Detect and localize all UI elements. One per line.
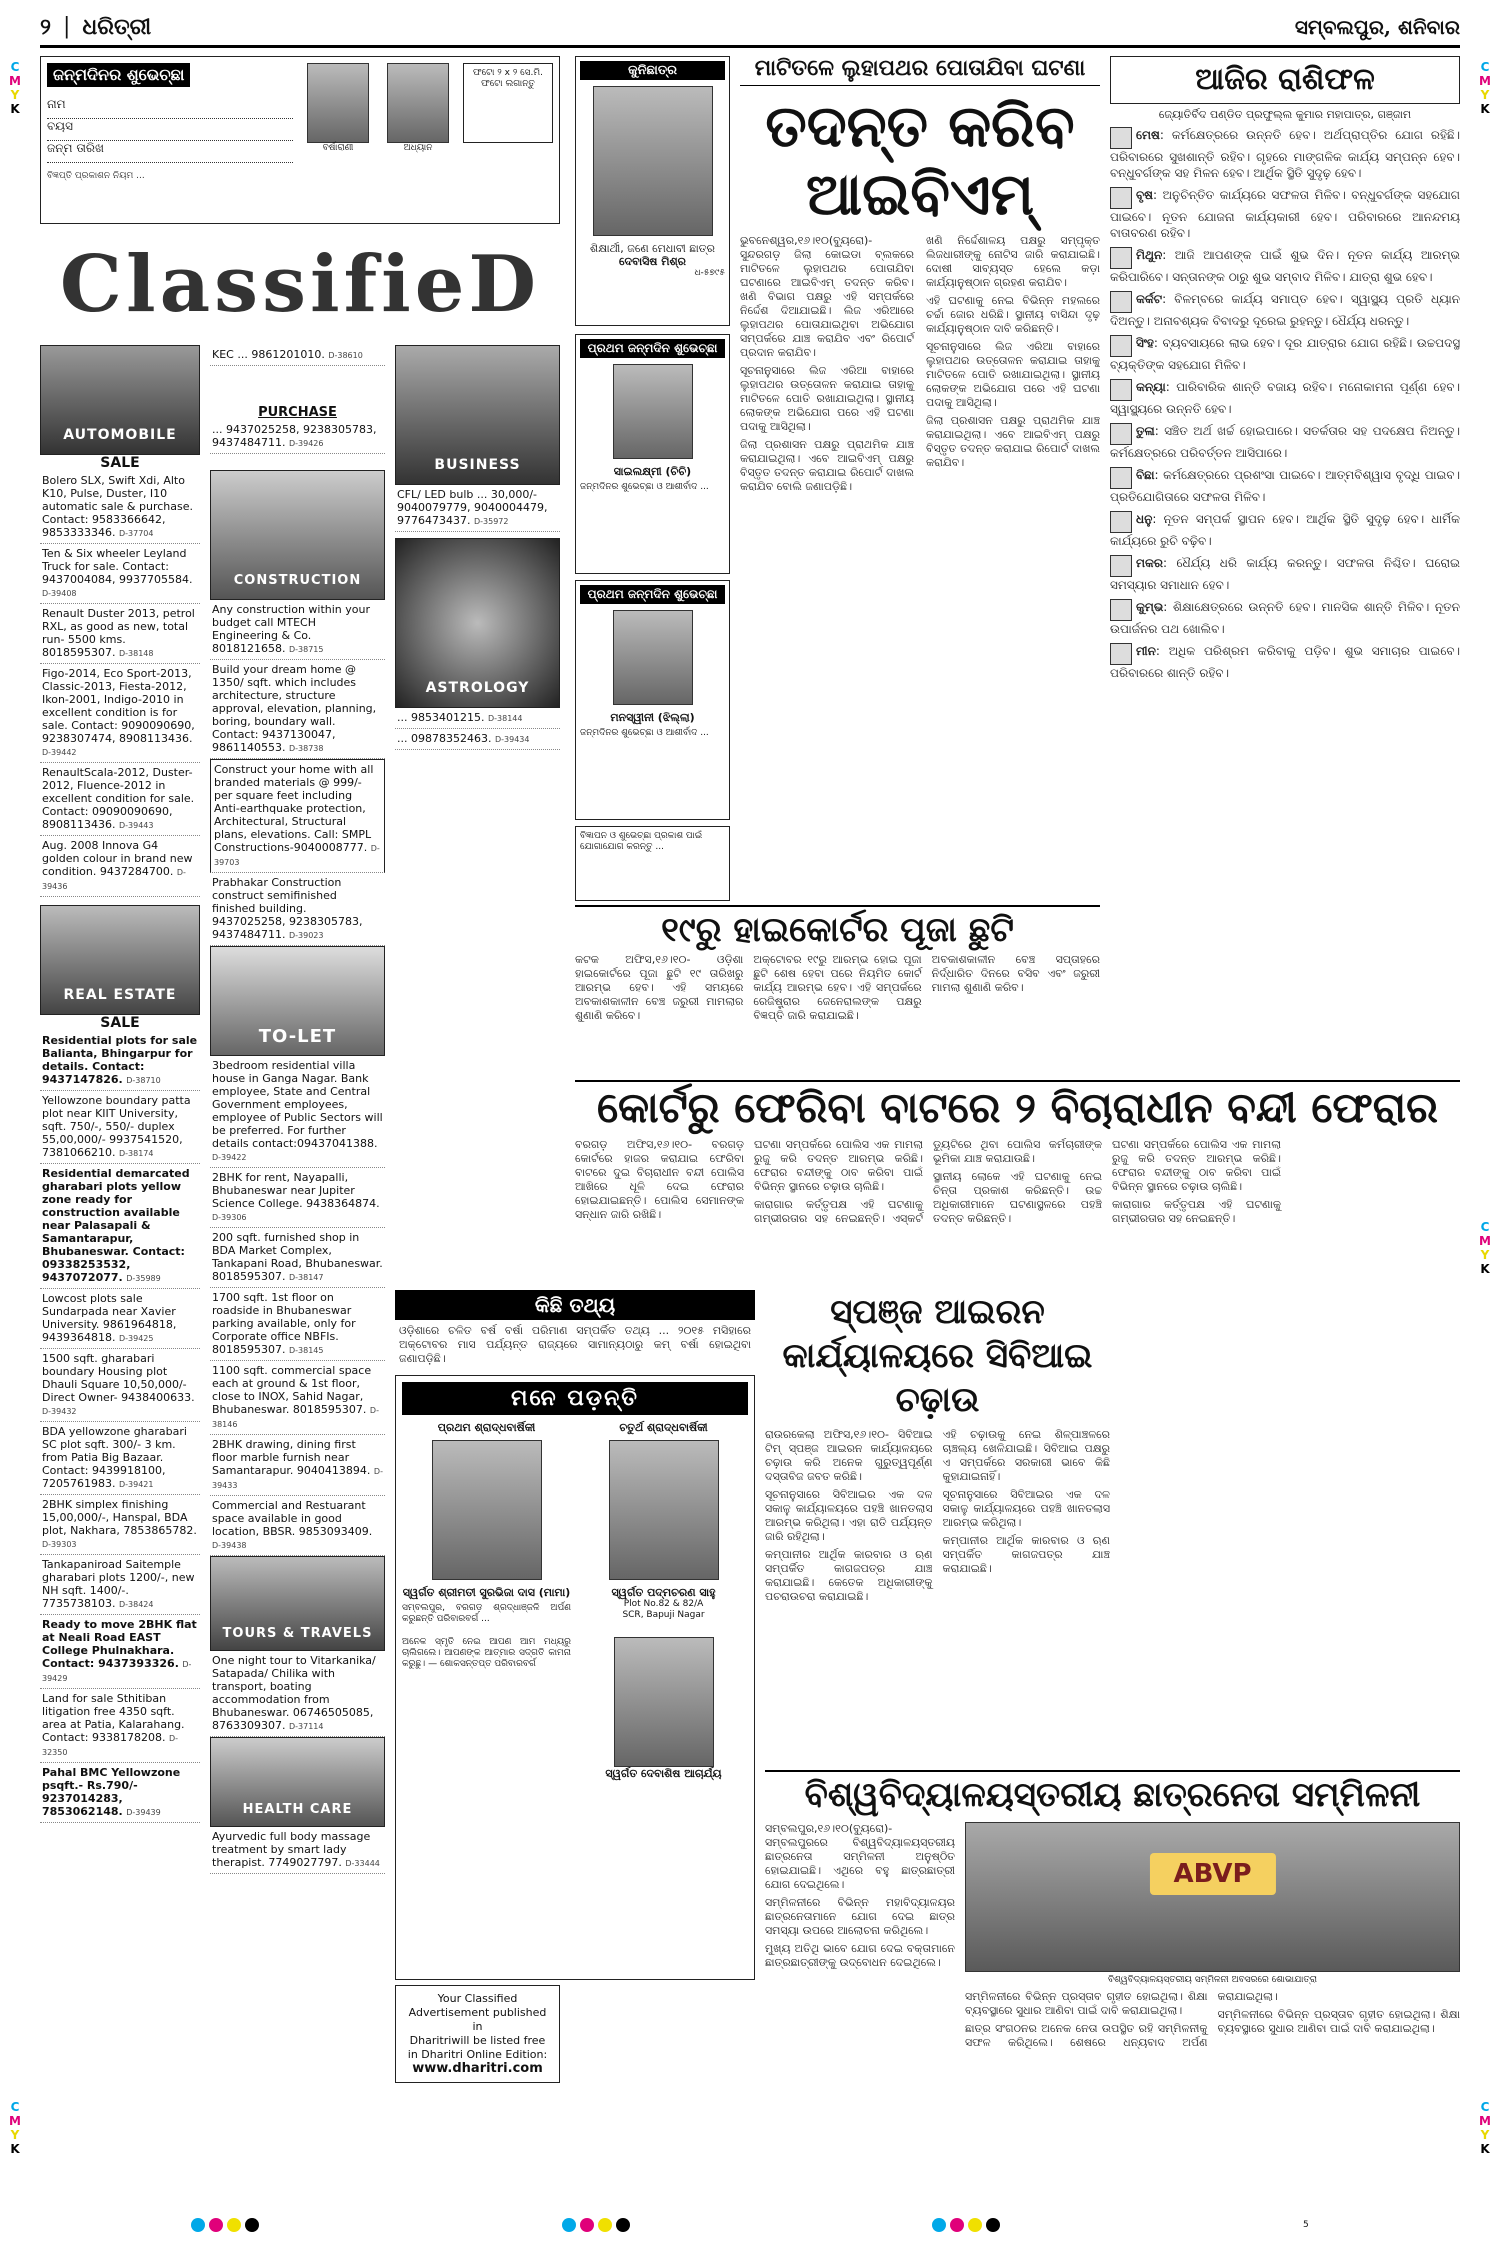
classified-ad: 2BHK for rent, Nayapalli, Bhubaneswar near Jupiter Science College. 9438364874. D-39306 bbox=[210, 1168, 385, 1228]
yellow-dot bbox=[598, 2218, 612, 2232]
story-5-photo-block bbox=[965, 1822, 1460, 2160]
classified-col-2 bbox=[210, 345, 385, 1874]
paper-name: ଧରିତ୍ରୀ bbox=[82, 13, 152, 40]
online-line-4: in Dharitri Online Edition: bbox=[407, 2048, 548, 2061]
construction-ads bbox=[210, 600, 385, 946]
reg-y: Y bbox=[10, 2128, 20, 2142]
cyan-dot bbox=[191, 2218, 205, 2232]
story-2-headline: ୧୯ରୁ ହାଇକୋର୍ଟର ପୂଜା ଛୁଟି bbox=[661, 910, 1014, 950]
astrology-label: ASTROLOGY bbox=[425, 680, 530, 696]
reg-c: C bbox=[1480, 60, 1490, 74]
classified-ad: Ten & Six wheeler Leyland Truck for sale. Contact: 9437004084, 9937705584. D-39408 bbox=[40, 544, 200, 604]
kuti-code: ଧ-୫୭୯୫ bbox=[694, 268, 725, 278]
kuti-box bbox=[575, 56, 730, 326]
classified-ad: Residential plots for sale Balianta, Bhingarpur for details. Contact: 9437147826. D-38710 bbox=[40, 1031, 200, 1091]
story-3-body: ବରଗଡ଼ ଅଫିସ,୧୬।୧୦- ବରଗଡ଼ କୋର୍ଟରେ ହାଜର କରାଯାଇ ଫେରିବା ବାଟରେ ଦୁଇ ବିଚାରାଧୀନ ବନ୍ଦୀ ପୋଲିସ ଆଖିରେ ଧୂଳି ଦେଇ ଫେରାର ହୋଇଯାଇଛନ୍ତି। ପୋଲିସ ସେମାନଙ୍କ ସନ୍ଧାନ ଜାରି ରଖିଛି। ଘଟଣା ସମ୍ପର୍କରେ ପୋଲିସ ଏକ ମାମଲା ରୁଜୁ କରି ତଦନ୍ତ ଆରମ୍ଭ କରିଛି। ଫେରାର ବନ୍ଦୀଙ୍କୁ ଠାବ କରିବା ପାଇଁ ବିଭିନ୍ନ ସ୍ଥାନରେ ଚଢ଼ାଉ ଚାଲିଛି। କାରାଗାର କର୍ତ୍ତୃପକ୍ଷ ଏହି ଘଟଣାକୁ ଗମ୍ଭୀରତାର ସହ ନେଇଛନ୍ତି। ଏସ୍କର୍ଟ ଡ୍ୟୁଟିରେ ଥିବା ପୋଲିସ କର୍ମଚାରୀଙ୍କ ଭୂମିକା ଯାଞ୍ଚ କରାଯାଉଛି। ସ୍ଥାନୀୟ ଲୋକେ ଏହି ଘଟଣାକୁ ନେଇ ଚିନ୍ତା ପ୍ରକାଶ କରିଛନ୍ତି। ଉଚ୍ଚ ଅଧିକାରୀମାନେ ଘଟଣାସ୍ଥଳରେ ପହଞ୍ଚି ତଦନ୍ତ କରିଛନ୍ତି। ଘଟଣା ସମ୍ପର୍କରେ ପୋଲିସ ଏକ ମାମଲା ରୁଜୁ କରି ତଦନ୍ତ ଆରମ୍ଭ କରିଛି। ଫେରାର ବନ୍ଦୀଙ୍କୁ ଠାବ କରିବା ପାଇଁ ବିଭିନ୍ନ ସ୍ଥାନରେ ଚଢ଼ାଉ ଚାଲିଛି। କାରାଗାର କର୍ତ୍ତୃପକ୍ଷ ଏହି ଘଟଣାକୁ ଗମ୍ଭୀରତାର ସହ ନେଇଛନ୍ତି। bbox=[575, 1138, 1281, 1225]
classified-ad: Aug. 2008 Innova G4 golden colour in brand new condition. 9437284700. D-39436 bbox=[40, 836, 200, 897]
real-estate-category bbox=[40, 905, 200, 1015]
taurus-icon bbox=[1110, 187, 1132, 209]
sale-label-1: SALE bbox=[100, 455, 140, 471]
facts-body: ଓଡ଼ିଶାରେ ଚଳିତ ବର୍ଷ ବର୍ଷା ପରିମାଣ ସମ୍ପର୍କିତ ତଥ୍ୟ ... ୨୦୧୫ ମସିହାରେ ଅକ୍ଟୋବର ମାସ ପର୍ଯ୍ୟନ୍ତ ରାଜ୍ୟରେ ସାମାନ୍ୟଠାରୁ କମ୍ ବର୍ଷା ହୋଇଥିବା ଜଣାପଡ଼ିଛି। bbox=[399, 1324, 751, 1365]
classified-ad: Construct your home with all branded materials @ 999/- per square feet including Anti-earthquake protection, Architectural, Structural plans, elevations. Call: SMPL Constructions-9040008777. D-39703 bbox=[210, 759, 385, 873]
color-swatch-group bbox=[191, 2218, 259, 2232]
story-5-headline: ବିଶ୍ୱବିଦ୍ୟାଳୟସ୍ତରୀୟ ଛାତ୍ରନେତା ସମ୍ମିଳନୀ bbox=[804, 1775, 1421, 1815]
gemini-icon bbox=[1110, 247, 1132, 269]
online-edition-box bbox=[395, 1985, 560, 2083]
field-dob-label: ଜନ୍ମ ତାରିଖ bbox=[47, 141, 104, 155]
story-5-body-2: ସମ୍ମିଳନୀରେ ବିଭିନ୍ନ ପ୍ରସ୍ତାବ ଗୃହୀତ ହୋଇଥିଲା। ଶିକ୍ଷା ବ୍ୟବସ୍ଥାରେ ସୁଧାର ଆଣିବା ପାଇଁ ଦାବି କରାଯାଇଥିଲା। ଛାତ୍ର ସଂଗଠନର ଅନେକ ନେତା ଉପସ୍ଥିତ ରହି ସମ୍ମିଳନୀକୁ ସଫଳ କରିଥିଲେ। ଶେଷରେ ଧନ୍ୟବାଦ ଅର୍ପଣ କରାଯାଇଥିଲା। ସମ୍ମିଳନୀରେ ବିଭିନ୍ନ ପ୍ରସ୍ତାବ ଗୃହୀତ ହୋଇଥିଲା। ଶିକ୍ଷା ବ୍ୟବସ୍ଥାରେ ସୁଧାର ଆଣିବା ପାଇଁ ଦାବି କରାଯାଇଥିଲା। bbox=[965, 1990, 1460, 2049]
reg-c: C bbox=[10, 60, 20, 74]
obituary-right-addr1: Plot No.82 & 82/A bbox=[623, 1599, 704, 1609]
business-category bbox=[395, 345, 560, 485]
registration-left-top bbox=[8, 60, 22, 116]
astrology-ads bbox=[395, 708, 560, 750]
reg-y: Y bbox=[1480, 1248, 1490, 1262]
first-bday-title-2: ପ୍ରଥମ ଜନ୍ମଦିନ ଶୁଭେଚ୍ଛା bbox=[580, 585, 725, 604]
first-bday-photo-2 bbox=[613, 610, 693, 705]
rashi-item: ବିଛା: କର୍ମକ୍ଷେତ୍ରରେ ପ୍ରଶଂସା ପାଇବେ। ଆତ୍ମବିଶ୍ୱାସ ବୃଦ୍ଧି ପାଇବ। ପ୍ରତିଯୋଗିତାରେ ସଫଳତା ମିଳିବ। bbox=[1110, 468, 1461, 504]
classified-ad: 1100 sqft. commercial space each at ground & 1st floor, close to INOX, Sahid Nagar, Bhubaneswar. 8018595307. D-38146 bbox=[210, 1361, 385, 1435]
first-bday-msg-1: ଜନ୍ମଦିନର ଶୁଭେଚ୍ଛା ଓ ଆଶୀର୍ବାଦ ... bbox=[580, 482, 709, 492]
rashi-item: କୁମ୍ଭ: ଶିକ୍ଷାକ୍ଷେତ୍ରରେ ଉନ୍ନତି ହେବ। ମାନସିକ ଶାନ୍ତି ମିଳିବ। ନୂତନ ଉପାର୍ଜନର ପଥ ଖୋଲିବ। bbox=[1110, 600, 1460, 636]
online-line-1: Your Classified bbox=[437, 1992, 518, 2005]
scorpio-icon bbox=[1110, 467, 1132, 489]
magenta-dot bbox=[580, 2218, 594, 2232]
obituary-bottom-name: ସ୍ୱର୍ଗତ ଦେବାଶିଷ ଆଚାର୍ଯ୍ୟ bbox=[605, 1767, 722, 1780]
classified-ad: 3bedroom residential villa house in Ganga Nagar. Bank employee, State and Central Government employees, employee of Public Sectors will be preferred. For further details contact:09437041388. D-39422 bbox=[210, 1056, 385, 1168]
reg-m: M bbox=[1479, 1234, 1491, 1248]
first-bday-photo-1 bbox=[613, 364, 693, 459]
classified-ad: Any construction within your budget call MTECH Engineering & Co. 8018121658. D-38715 bbox=[210, 600, 385, 660]
classified-ad: RenaultScala-2012, Duster-2012, Fluence-2012 in excellent condition for sale. Contact: 09090090690, 8908113436. D-39443 bbox=[40, 763, 200, 836]
page-identity: ୨ | ଧରିତ୍ରୀ bbox=[40, 13, 152, 40]
automobile-ads bbox=[40, 471, 200, 897]
reg-c: C bbox=[10, 2100, 20, 2114]
classified-ad: One night tour to Vitarkanika/ Satapada/ Chilika with transport, boating accommodation from Bhubaneswar. 06746505085, 8763309307. D-37114 bbox=[210, 1651, 385, 1737]
reg-c: C bbox=[1480, 2100, 1490, 2114]
classified-ad: Figo-2014, Eco Sport-2013, Classic-2013, Fiesta-2012, Ikon-2001, Indigo-2010 in excellent condition is for sale. Contact: 9090090690, 9238307474, 8908113436. D-39442 bbox=[40, 664, 200, 763]
automobile-label: AUTOMOBILE bbox=[63, 427, 177, 443]
kuti-name: ଦେବାସିଷ ମିଶ୍ର bbox=[619, 255, 686, 268]
color-swatch-group bbox=[562, 2218, 630, 2232]
first-bday-title-1: ପ୍ରଥମ ଜନ୍ମଦିନ ଶୁଭେଚ୍ଛା bbox=[580, 339, 725, 358]
obituary-tribute-text: ଅନେକ ସ୍ମୃତି ନେଇ ଆପଣ ଆମ ମଧ୍ୟରୁ ଚାଲିଗଲେ। ଆପଣଙ୍କ ଆତ୍ମାର ସଦ୍‌ଗତି କାମନା କରୁଛୁ। — ଶୋକସନ୍ତପ୍ତ ପରିବାରବର୍ଗ bbox=[402, 1637, 571, 1669]
story-3-headline: କୋର୍ଟରୁ ଫେରିବା ବାଟରେ ୨ ବିଚାରାଧୀନ ବନ୍ଦୀ ଫେରାର bbox=[597, 1083, 1438, 1132]
rashifala bbox=[1110, 56, 1460, 687]
rally-caption: ବିଶ୍ୱବିଦ୍ୟାଳୟସ୍ତରୀୟ ସମ୍ମିଳନୀ ଅବସରରେ ଶୋଭାଯାତ୍ରା bbox=[1108, 1975, 1317, 1985]
story-2 bbox=[575, 905, 1100, 1083]
black-dot bbox=[986, 2218, 1000, 2232]
obituary-left bbox=[402, 1421, 571, 1625]
capricorn-icon bbox=[1110, 555, 1132, 577]
obituary-right-name: ସ୍ୱର୍ଗତ ପଦ୍ମଚରଣ ସାହୁ bbox=[611, 1586, 716, 1599]
classified-ad: Residential demarcated gharabari plots yellow zone ready for construction available near Palasapali & Samantarapur, Bhubaneswar. Contact: 09338253532, 9437072077. D-35989 bbox=[40, 1164, 200, 1289]
dateline: ସମ୍ବଲପୁର, ଶନିବାର bbox=[1294, 14, 1460, 39]
field-name-label: ନାମ bbox=[47, 97, 66, 111]
classified-ad: Ayurvedic full body massage treatment by smart lady therapist. 7749027797. D-33444 bbox=[210, 1827, 385, 1874]
child-name-1: ବର୍ଷାରାଣୀ bbox=[322, 143, 354, 153]
registration-right-mid bbox=[1478, 1220, 1492, 1276]
reg-k: K bbox=[10, 2142, 20, 2156]
aquarius-icon bbox=[1110, 599, 1132, 621]
reg-k: K bbox=[10, 102, 20, 116]
story-5 bbox=[765, 1770, 1460, 2160]
automobile-category bbox=[40, 345, 200, 455]
registration-left-bottom bbox=[8, 2100, 22, 2156]
first-bday-msg-2: ଜନ୍ମଦିନର ଶୁଭେଚ୍ଛା ଓ ଆଶୀର୍ବାଦ ... bbox=[580, 728, 709, 738]
rashifala-title: ଆଜିର ରାଶିଫଳ bbox=[1110, 56, 1460, 104]
to-let-ads bbox=[210, 1056, 385, 1556]
cyan-dot bbox=[562, 2218, 576, 2232]
obituary-right-addr2: SCR, Bapuji Nagar bbox=[622, 1610, 705, 1620]
construction-label: CONSTRUCTION bbox=[233, 572, 362, 588]
real-estate-label: REAL ESTATE bbox=[63, 987, 177, 1003]
story-5-body: ସମ୍ବଲପୁର,୧୬।୧୦(ବ୍ୟୁରୋ)- ସମ୍ବଲପୁରରେ ବିଶ୍ୱବିଦ୍ୟାଳୟସ୍ତରୀୟ ଛାତ୍ରନେତା ସମ୍ମିଳନୀ ଅନୁଷ୍ଠିତ ହୋଇଯାଇଛି। ଏଥିରେ ବହୁ ଛାତ୍ରଛାତ୍ରୀ ଯୋଗ ଦେଇଥିଲେ। ସମ୍ମିଳନୀରେ ବିଭିନ୍ନ ମହାବିଦ୍ୟାଳୟର ଛାତ୍ରନେତାମାନେ ଯୋଗ ଦେଇ ଛାତ୍ର ସମସ୍ୟା ଉପରେ ଆଲୋଚନା କରିଥିଲେ। ମୁଖ୍ୟ ଅତିଥି ଭାବେ ଯୋଗ ଦେଇ ବକ୍ତାମାନେ ଛାତ୍ରଛାତ୍ରୀଙ୍କୁ ଉଦ୍‌ବୋଧନ ଦେଇଥିଲେ। bbox=[765, 1822, 955, 1969]
astrology-category bbox=[395, 538, 560, 708]
facts-title: କିଛି ତଥ୍ୟ bbox=[395, 1290, 755, 1320]
rashi-item: ଧନୁ: ନୂତନ ସମ୍ପର୍କ ସ୍ଥାପନ ହେବ। ଆର୍ଥିକ ସ୍ଥିତି ସୁଦୃଢ଼ ହେବ। ଧାର୍ମିକ କାର୍ଯ୍ୟରେ ରୁଚି ବଢ଼ିବ। bbox=[1110, 512, 1460, 548]
classified-ad: Land for sale Sthitiban litigation free 4350 sqft. area at Patia, Kalarahang. Contact: 9338178208. D-32350 bbox=[40, 1689, 200, 1763]
reg-y: Y bbox=[1480, 2128, 1490, 2142]
reg-c: C bbox=[1480, 1220, 1490, 1234]
reg-m: M bbox=[1479, 74, 1491, 88]
reg-m: M bbox=[1479, 2114, 1491, 2128]
story-4-headline: ସ୍ପଞ୍ଜ ଆଇରନ କାର୍ଯ୍ୟାଳୟରେ ସିବିଆଇ ଚଢ଼ାଉ bbox=[782, 1292, 1093, 1420]
sagittarius-icon bbox=[1110, 511, 1132, 533]
color-swatch-group bbox=[932, 2218, 1000, 2232]
obituary-right-photo bbox=[609, 1440, 719, 1580]
classified-ad: CFL/ LED bulb ... 30,000/- 9040079779, 9040004479, 9776473437. D-35972 bbox=[395, 485, 560, 532]
first-bday-name-1: ସାଇଲକ୍ଷ୍ମୀ (ଚିଚି) bbox=[613, 465, 692, 478]
rashi-item: ମକର: ଧୈର୍ଯ୍ୟ ଧରି କାର୍ଯ୍ୟ କରନ୍ତୁ। ସଫଳତା ନିଶ୍ଚିତ। ଘରୋଇ ସମସ୍ୟାର ସମାଧାନ ହେବ। bbox=[1110, 556, 1460, 592]
obituary-banner: ମନେ ପଡ଼ନ୍ତି bbox=[402, 1382, 748, 1415]
obituary-left-text: ସମ୍ବଲପୁର, ବରଗଡ଼ ଶ୍ରଦ୍ଧାଞ୍ଜଳି ଅର୍ପଣ କରୁଛନ୍ତି ପରିବାରବର୍ଗ ... bbox=[402, 1603, 571, 1624]
virgo-icon bbox=[1110, 379, 1132, 401]
health-category bbox=[210, 1737, 385, 1827]
child-photo-1 bbox=[307, 63, 369, 143]
classified-ad: 2BHK simplex finishing 15,00,000/-, Hanspal, BDA plot, Nakhara, 7853865782. D-39303 bbox=[40, 1495, 200, 1555]
business-label: BUSINESS bbox=[434, 457, 521, 473]
kuti-title: କୁନିଛାତ୍ର bbox=[580, 61, 725, 80]
rashi-item: କର୍କଟ: ବିଳମ୍ବରେ କାର୍ଯ୍ୟ ସମାପ୍ତ ହେବ। ସ୍ୱାସ୍ଥ୍ୟ ପ୍ରତି ଧ୍ୟାନ ଦିଅନ୍ତୁ। ଅନାବଶ୍ୟକ ବିବାଦରୁ ଦୂରେଇ ରୁହନ୍ତୁ। ଧୈର୍ଯ୍ୟ ଧରନ୍ତୁ। bbox=[1110, 292, 1460, 328]
reg-m: M bbox=[9, 74, 21, 88]
classified-ad: 200 sqft. furnished shop in BDA Market Complex, Tankapani Road, Bhubaneswar. 8018595307. D-38147 bbox=[210, 1228, 385, 1288]
rally-photo bbox=[965, 1822, 1460, 1972]
rashi-item: ମେଷ: କର୍ମକ୍ଷେତ୍ରରେ ଉନ୍ନତି ହେବ। ଅର୍ଥପ୍ରାପ୍ତିର ଯୋଗ ରହିଛି। ପରିବାରରେ ସୁଖଶାନ୍ତି ରହିବ। ଗୃହରେ ମାଙ୍ଗଳିକ କାର୍ଯ୍ୟ ସମ୍ପନ୍ନ ହେବ। ବନ୍ଧୁବର୍ଗଙ୍କ ସହ ମିଳନ ହେବ। ଆର୍ଥିକ ସ୍ଥିତି ସୁଦୃଢ଼ ହେବ। bbox=[1110, 128, 1461, 180]
notice-box: ବିଜ୍ଞାପନ ଓ ଶୁଭେଚ୍ଛା ପ୍ରକାଶ ପାଇଁ ଯୋଗାଯୋଗ କରନ୍ତୁ ... bbox=[575, 826, 730, 901]
child-name-2: ଅଧ୍ୟାନ bbox=[403, 143, 433, 153]
yellow-dot bbox=[227, 2218, 241, 2232]
classified-title: ClassifieD bbox=[59, 238, 541, 330]
libra-icon bbox=[1110, 423, 1132, 445]
business-ads bbox=[395, 485, 560, 532]
photo-placeholder: ଫଟୋ ୨ x ୨ ସେ.ମି. ଫଟୋ ଲଗାନ୍ତୁ bbox=[463, 63, 553, 143]
obituary-right-title: ଚତୁର୍ଥ ଶ୍ରାଦ୍ଧବାର୍ଷିକୀ bbox=[619, 1421, 708, 1434]
birthday-form-title: ଜନ୍ମଦିନର ଶୁଭେଚ୍ଛା bbox=[47, 63, 190, 87]
obituary-bottom-photo bbox=[614, 1637, 714, 1767]
to-let-category bbox=[210, 946, 385, 1056]
classified-ad: Prabhakar Construction construct semifinished finished building. 9437025258, 9238305783, 9437484711. D-39023 bbox=[210, 873, 385, 946]
story-1-headline: ତଦନ୍ତ କରିବ ଆଇବିଏମ୍ bbox=[765, 92, 1075, 228]
leo-icon bbox=[1110, 335, 1132, 357]
first-bday-box-2 bbox=[575, 580, 730, 820]
pisces-icon bbox=[1110, 643, 1132, 665]
reg-k: K bbox=[1480, 2142, 1490, 2156]
rashi-item: ସିଂହ: ବ୍ୟବସାୟରେ ଲାଭ ହେବ। ଦୂର ଯାତ୍ରାର ଯୋଗ ରହିଛି। ଉଚ୍ଚପଦସ୍ଥ ବ୍ୟକ୍ତିଙ୍କ ସହଯୋଗ ମିଳିବ। bbox=[1110, 336, 1460, 372]
obituary-right bbox=[579, 1421, 748, 1625]
col2-top-ads bbox=[210, 345, 385, 405]
registration-right-top bbox=[1478, 60, 1492, 116]
obituary-left-title: ପ୍ରଥମ ଶ୍ରାଦ୍ଧବାର୍ଷିକୀ bbox=[437, 1421, 536, 1434]
child-photo-2 bbox=[387, 63, 449, 143]
page-number: ୨ bbox=[40, 13, 51, 40]
classified-ad: ... 09878352463. D-39434 bbox=[395, 729, 560, 750]
page-marker: 5 bbox=[1302, 2219, 1309, 2230]
classified-ad: ... 9853401215. D-38144 bbox=[395, 708, 560, 729]
construction-category bbox=[210, 470, 385, 600]
birthday-form-box bbox=[40, 56, 560, 224]
classified-ad: Tankapaniroad Saitemple gharabari plots 1200/-, new NH sqft. 1400/-. 7735738103. D-38424 bbox=[40, 1555, 200, 1615]
obituary-left-name: ସ୍ୱର୍ଗତ ଶ୍ରୀମତୀ ସୁରଭିଜା ଦାସ (ମାମା) bbox=[402, 1586, 571, 1599]
first-bday-box-1 bbox=[575, 334, 730, 574]
classified-ad: Build your dream home @ 1350/ sqft. which includes architecture, structure approval, elevation, planning, boring, boundary wall. Contact: 9437130047, 9861140553. D-38738 bbox=[210, 660, 385, 759]
sale-label-2: SALE bbox=[100, 1015, 140, 1031]
classified-ad: 1700 sqft. 1st floor on roadside in Bhubaneswar parking available, only for Corporate office NBFIs. 8018595307. D-38145 bbox=[210, 1288, 385, 1361]
tours-label: TOURS & TRAVELS bbox=[222, 1626, 373, 1641]
cancer-icon bbox=[1110, 291, 1132, 313]
story-1-kicker: ମାଟିତଳେ ଲୁହାପଥର ପୋତାଯିବା ଘଟଣା bbox=[740, 56, 1100, 86]
story-1-body: ଭୁବନେଶ୍ୱର,୧୬।୧୦(ବ୍ୟୁରୋ)- ସୁନ୍ଦରଗଡ଼ ଜିଲା କୋଇଡା ବ୍ଲକରେ ମାଟିତଳେ ଲୁହାପଥର ପୋତାଯିବା ଘଟଣାରେ ଆଇବିଏମ୍ ତଦନ୍ତ କରିବ। ଖଣି ବିଭାଗ ପକ୍ଷରୁ ଏହି ସମ୍ପର୍କରେ ନିର୍ଦ୍ଦେଶ ଦିଆଯାଇଛି। ଲିଜ ଏରିଆରେ ଲୁହାପଥର ପୋତାଯାଇଥିବା ଅଭିଯୋଗ ସମ୍ପର୍କରେ ଯାଞ୍ଚ କରାଯିବ ଏବଂ ରିପୋର୍ଟ ପ୍ରଦାନ କରାଯିବ। ସୂଚନାନୁସାରେ ଲିଜ ଏରିଆ ବାହାରେ ଲୁହାପଥର ଉତ୍ତୋଳନ କରାଯାଇ ତାହାକୁ ମାଟିତଳେ ପୋତି ରଖାଯାଇଥିଲା। ସ୍ଥାନୀୟ ଲୋକଙ୍କ ଅଭିଯୋଗ ପରେ ଏହି ଘଟଣା ପଦାକୁ ଆସିଥିଲା। ଜିଲା ପ୍ରଶାସନ ପକ୍ଷରୁ ପ୍ରାଥମିକ ଯାଞ୍ଚ କରାଯାଇଥିଲା। ଏବେ ଆଇବିଏମ୍ ପକ୍ଷରୁ ବିସ୍ତୃତ ତଦନ୍ତ କରାଯାଇ ରିପୋର୍ଟ ଦାଖଲ କରାଯିବ ବୋଲି ଜଣାପଡ଼ିଛି। ଖଣି ନିର୍ଦ୍ଦେଶାଳୟ ପକ୍ଷରୁ ସମ୍ପୃକ୍ତ ଲିଜଧାରୀଙ୍କୁ ନୋଟିସ ଜାରି କରାଯାଇଛି। ଦୋଷୀ ସାବ୍ୟସ୍ତ ହେଲେ କଡ଼ା କାର୍ଯ୍ୟାନୁଷ୍ଠାନ ଗ୍ରହଣ କରାଯିବ। ଏହି ଘଟଣାକୁ ନେଇ ବିଭିନ୍ନ ମହଲରେ ଚର୍ଚ୍ଚା ଜୋର ଧରିଛି। ସ୍ଥାନୀୟ ବାସିନ୍ଦା ଦୃଢ଼ କାର୍ଯ୍ୟାନୁଷ୍ଠାନ ଦାବି କରିଛନ୍ତି। ସୂଚନାନୁସାରେ ଲିଜ ଏରିଆ ବାହାରେ ଲୁହାପଥର ଉତ୍ତୋଳନ କରାଯାଇ ତାହାକୁ ମାଟିତଳେ ପୋତି ରଖାଯାଇଥିଲା। ସ୍ଥାନୀୟ ଲୋକଙ୍କ ଅଭିଯୋଗ ପରେ ଏହି ଘଟଣା ପଦାକୁ ଆସିଥିଲା। ଜିଲା ପ୍ରଶାସନ ପକ୍ଷରୁ ପ୍ରାଥମିକ ଯାଞ୍ଚ କରାଯାଇଥିଲା। ଏବେ ଆଇବିଏମ୍ ପକ୍ଷରୁ ବିସ୍ତୃତ ତଦନ୍ତ କରାଯାଇ ରିପୋର୍ଟ ଦାଖଲ କରାଯିବ। bbox=[740, 234, 1100, 493]
story-1 bbox=[740, 56, 1100, 714]
birthday-form-note: ବିଜ୍ଞପ୍ତି ପ୍ରକାଶନ ନିୟମ ... bbox=[47, 171, 145, 181]
story-4-body: ରାଉରକେଲା ଅଫିସ,୧୬।୧୦- ସିବିଆଇ ଟିମ୍ ସ୍ପଞ୍ଜ ଆଇରନ କାର୍ଯ୍ୟାଳୟରେ ଚଢ଼ାଉ କରି ଅନେକ ଗୁରୁତ୍ୱପୂର୍ଣ୍ଣ ଦସ୍ତାବିଜ ଜବତ କରିଛି। ସୂଚନାନୁସାରେ ସିବିଆଇର ଏକ ଦଳ ସକାଳୁ କାର୍ଯ୍ୟାଳୟରେ ପହଞ୍ଚି ଖାନତଲାସ ଆରମ୍ଭ କରିଥିଲା। ଏହା ରାତି ପର୍ଯ୍ୟନ୍ତ ଜାରି ରହିଥିଲା। କମ୍ପାନୀର ଆର୍ଥିକ କାରବାର ଓ ଋଣ ସମ୍ପର୍କିତ କାଗଜପତ୍ର ଯାଞ୍ଚ କରାଯାଇଛି। କେତେକ ଅଧିକାରୀଙ୍କୁ ପଚରାଉଚରା କରାଯାଇଛି। ଏହି ଚଢ଼ାଉକୁ ନେଇ ଶିଳ୍ପାଞ୍ଚଳରେ ଚାଞ୍ଚଲ୍ୟ ଖେଳିଯାଇଛି। ସିବିଆଇ ପକ୍ଷରୁ ଏ ସମ୍ପର୍କରେ ସରକାରୀ ଭାବେ କିଛି କୁହାଯାଇନାହିଁ। ସୂଚନାନୁସାରେ ସିବିଆଇର ଏକ ଦଳ ସକାଳୁ କାର୍ଯ୍ୟାଳୟରେ ପହଞ୍ଚି ଖାନତଲାସ ଆରମ୍ଭ କରିଥିଲା। କମ୍ପାନୀର ଆର୍ଥିକ କାରବାର ଓ ଋଣ ସମ୍ପର୍କିତ କାଗଜପତ୍ର ଯାଞ୍ଚ କରାଯାଇଛି। bbox=[765, 1428, 1110, 1603]
cyan-dot bbox=[932, 2218, 946, 2232]
to-let-label: TO-LET bbox=[258, 1025, 337, 1047]
classified-ad: Renault Duster 2013, petrol RXL, as good as new, total run- 5500 kms. 8018595307. D-38148 bbox=[40, 604, 200, 664]
classified-col-1 bbox=[40, 345, 200, 1823]
classified-ad: Pahal BMC Yellowzone psqft.- Rs.790/- 9237014283, 7853062148. D-39439 bbox=[40, 1763, 200, 1823]
obituaries bbox=[395, 1375, 755, 1980]
classified-ad: Ready to move 2BHK flat at Neali Road EAST College Phulnakhara. Contact: 9437393326. D-39429 bbox=[40, 1615, 200, 1689]
story-2-body: କଟକ ଅଫିସ,୧୬।୧୦- ଓଡ଼ିଶା ହାଇକୋର୍ଟରେ ପୂଜା ଛୁଟି ୧୯ ତାରିଖରୁ ଆରମ୍ଭ ହେବ। ଏହି ସମୟରେ ଅବକାଶକାଳୀନ ବେଞ୍ଚ ଜରୁରୀ ମାମଲାର ଶୁଣାଣି କରିବେ। ଅକ୍ଟୋବର ୧୯ରୁ ଆରମ୍ଭ ହୋଇ ପୂଜା ଛୁଟି ଶେଷ ହେବା ପରେ ନିୟମିତ କୋର୍ଟ କାର୍ଯ୍ୟ ଆରମ୍ଭ ହେବ। ଏହି ସମ୍ପର୍କରେ ରେଜିଷ୍ଟ୍ରାର ଜେନେରାଲଙ୍କ ପକ୍ଷରୁ ବିଜ୍ଞପ୍ତି ଜାରି କରାଯାଇଛି। ଅବକାଶକାଳୀନ ବେଞ୍ଚ ସପ୍ତାହରେ ନିର୍ଦ୍ଧାରିତ ଦିନରେ ବସିବ ଏବଂ ଜରୁରୀ ମାମଲା ଶୁଣାଣି କରିବ। bbox=[575, 953, 1100, 1022]
masthead bbox=[40, 8, 1460, 48]
purchase-label: PURCHASE bbox=[258, 405, 337, 420]
color-bar bbox=[40, 2210, 1460, 2240]
classified-logo bbox=[40, 234, 560, 334]
classified-ad: Lowcost plots sale Sundarpada near Xavier University. 9861964818, 9439364818. D-39425 bbox=[40, 1289, 200, 1349]
classified-ad: Yellowzone boundary patta plot near KIIT University, sqft. 750/-, 550/- duplex 55,00,000/- 9937541520, 7381066210. D-38174 bbox=[40, 1091, 200, 1164]
magenta-dot bbox=[209, 2218, 223, 2232]
classified-ad: KEC ... 9861201010. D-38610 bbox=[210, 345, 385, 366]
tours-category bbox=[210, 1556, 385, 1651]
rashi-item: ମିଥୁନ: ଆଜି ଆପଣଙ୍କ ପାଇଁ ଶୁଭ ଦିନ। ନୂତନ କାର୍ଯ୍ୟ ଆରମ୍ଭ କରିପାରିବେ। ସନ୍ତାନଙ୍କ ଠାରୁ ଶୁଭ ସମ୍ବାଦ ମିଳିବ। ଯାତ୍ରା ଶୁଭ ହେବ। bbox=[1110, 248, 1461, 284]
purchase-ads bbox=[210, 420, 385, 470]
kuti-photo bbox=[593, 86, 713, 236]
rashi-item: ମୀନ: ଅଧିକ ପରିଶ୍ରମ କରିବାକୁ ପଡ଼ିବ। ଶୁଭ ସମାଚାର ପାଇବେ। ପରିବାରରେ ଶାନ୍ତି ରହିବ। bbox=[1110, 644, 1460, 680]
field-age-label: ବୟସ bbox=[47, 119, 73, 133]
first-bday-name-2: ମନସ୍ୱୀନୀ (ଝିଲ୍ଲା) bbox=[610, 711, 695, 724]
yellow-dot bbox=[968, 2218, 982, 2232]
obituary-bottom bbox=[579, 1637, 748, 1780]
reg-m: M bbox=[9, 2114, 21, 2128]
abvp-banner: ABVP bbox=[1149, 1853, 1275, 1895]
rashi-item: ବୃଷ: ଅନୁଚିନ୍ତିତ କାର୍ଯ୍ୟରେ ସଫଳତା ମିଳିବ। ବନ୍ଧୁବର୍ଗଙ୍କ ସହଯୋଗ ପାଇବେ। ନୂତନ ଯୋଜନା କାର୍ଯ୍ୟକାରୀ ହେବ। ପରିବାରରେ ଆନନ୍ଦମୟ ବାତାବରଣ ରହିବ। bbox=[1110, 188, 1460, 240]
rashi-item: ତୁଳା: ସଞ୍ଚିତ ଅର୍ଥ ଖର୍ଚ୍ଚ ହୋଇପାରେ। ସତର୍କତାର ସହ ପଦକ୍ଷେପ ନିଅନ୍ତୁ। କର୍ମକ୍ଷେତ୍ରରେ ପରିବର୍ତ୍ତନ ଆସିପାରେ। bbox=[1110, 424, 1460, 460]
online-line-2: Advertisement published in bbox=[408, 2006, 547, 2033]
rashi-item: କନ୍ୟା: ପାରିବାରିକ ଶାନ୍ତି ବଜାୟ ରହିବ। ମନୋକାମନା ପୂର୍ଣ୍ଣ ହେବ। ସ୍ୱାସ୍ଥ୍ୟରେ ଉନ୍ନତି ହେବ। bbox=[1110, 380, 1460, 416]
rashifala-list bbox=[1110, 127, 1460, 681]
classified-col-3 bbox=[395, 345, 560, 750]
reg-y: Y bbox=[10, 88, 20, 102]
health-label: HEALTH CARE bbox=[242, 1802, 353, 1817]
black-dot bbox=[616, 2218, 630, 2232]
reg-k: K bbox=[1480, 1262, 1490, 1276]
classified-ad: 1500 sqft. gharabari boundary Housing plot Dhauli Square 10,50,000/- Direct Owner- 9438400633. D-39432 bbox=[40, 1349, 200, 1422]
classified-ad: Commercial and Restuarant space available in good location, BBSR. 9853093409. D-39438 bbox=[210, 1496, 385, 1556]
rashifala-byline: ଜ୍ୟୋତିର୍ବିଦ ପଣ୍ଡିତ ପ୍ରଫୁଲ୍ଲ କୁମାର ମହାପାତ୍ର, ଗଞ୍ଜାମ bbox=[1158, 108, 1412, 121]
obituary-left-photo bbox=[432, 1440, 542, 1580]
online-url[interactable]: www.dharitri.com bbox=[412, 2061, 543, 2076]
real-estate-ads bbox=[40, 1031, 200, 1823]
magenta-dot bbox=[950, 2218, 964, 2232]
reg-y: Y bbox=[1480, 88, 1490, 102]
reg-k: K bbox=[1480, 102, 1490, 116]
health-ads bbox=[210, 1827, 385, 1874]
online-line-3: Dharitriwill be listed free bbox=[409, 2034, 546, 2047]
classified-ad: 2BHK drawing, dining first floor marble furnish near Samantarapur. 9040413894. D-39433 bbox=[210, 1435, 385, 1496]
classified-ad: ... 9437025258, 9238305783, 9437484711. D-39426 bbox=[210, 420, 385, 454]
kuti-desc: ଶିକ୍ଷାର୍ଥୀ, ଜଣେ ମେଧାବୀ ଛାତ୍ର bbox=[590, 242, 715, 255]
tours-ads bbox=[210, 1651, 385, 1737]
registration-right-bottom bbox=[1478, 2100, 1492, 2156]
aries-icon bbox=[1110, 127, 1132, 149]
classified-ad: BDA yellowzone gharabari SC plot sqft. 300/- 3 km. from Patia Big Bazaar. Contact: 9439918100, 7205761983. D-39421 bbox=[40, 1422, 200, 1495]
classified-ad: Bolero SLX, Swift Xdi, Alto K10, Pulse, Duster, I10 automatic sale & purchase. Contact: 9583366642, 9853333346. D-37704 bbox=[40, 471, 200, 544]
black-dot bbox=[245, 2218, 259, 2232]
